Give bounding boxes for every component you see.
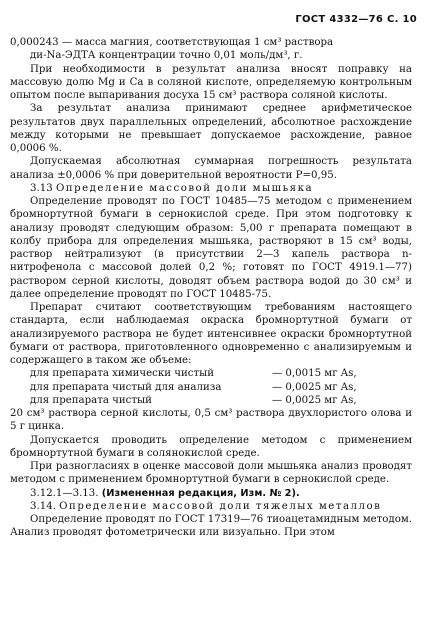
paragraph-arsenic-method: Определение проводят по ГОСТ 10485—75 методом с применением бромнортутной бумаги в сернокислой среде. При этом подготовку к анализу проводят следующим образом: 5,00 г препарата помещают в колбу прибора для определения мышьяка, растворяют в 15 см³ воды, раствор нейтрализуют (в присутствии 2—3 капель раствора n-нитрофенола с массовой долей 0,2 %; готовят по ГОСТ 4919.1—77) раствором серной кислоты, доводят объем раствора водой до 30 см³ и далее определение проводят по ГОСТ 10485-75. [10,196,412,300]
section-heading-3-14 [10,500,412,513]
grade-label: для препарата чистый для анализа [30,381,222,393]
grade-value: — 0,0025 мг As, [272,394,357,406]
section-number: 3.14. [30,500,56,512]
grade-value: — 0,0025 мг As, [272,381,357,393]
amendment-note: (Измененная редакция, Изм. № 2). [101,487,300,499]
paragraph-error: Допускаемая абсолютная суммарная погрешность результата анализа ±0,0006 % при доверительной вероятности P=0,95. [10,156,412,181]
paragraph-alternative: Допускается проводить определение методом с применением бромнортутной бумаги в солянокислой среде. [10,434,412,459]
arsenic-limit-row [10,381,412,394]
paragraph-heavy-metals: Определение проводят по ГОСТ 17319—76 тиоацетамидным методом. Анализ проводят фотометрически или визуально. При этом [10,514,412,539]
grade-value: — 0,0015 мг As, [272,368,357,380]
paragraph-reagents: 20 см³ раствора серной кислоты, 0,5 см³ раствора двухлористого олова и 5 г цинка. [10,408,412,433]
paragraph-arsenic-criteria: Препарат считают соответствующим требованиям настоящего стандарта, если наблюдаемая окраска бромнортутной бумаги от анализируемого раствора не будет интенсивнее окраски бромнортутной бумаги от раствора, приготовленного одновременно с анализируемым и содержащего в таком же объеме: [10,302,412,366]
grade-label: для препарата чистый [30,394,152,406]
section-heading-3-13 [10,182,412,195]
paragraph-magnesium-mass-2: ди-Na-ЭДТА концентрации точно 0,01 моль/дм³, г. [30,50,303,62]
grade-label: для препарата химически чистый [30,368,215,380]
paragraph-disputes: При разногласиях в оценке массовой доли мышьяка анализ проводят методом с применением бромнортутной бумаги в сернокислой среде. [10,461,412,486]
amendment-ref: 3.12.1—3.13. [30,487,99,499]
paragraph-correction: При необходимости в результат анализа вносят поправку на массовую долю Mg и Ca в соляной кислоте, определяемую контрольным опытом после выпаривания досуха 15 см³ раствора соляной кислоты. [10,63,412,101]
section-title: Определение массовой доли тяжелых металлов [59,500,382,512]
document-body [10,36,412,540]
running-header: ГОСТ 4332—76 С. 10 [295,14,417,25]
paragraph-result: За результат анализа принимают среднее арифметическое результатов двух параллельных определений, абсолютное расхождение между которыми не превышает допускаемое расхождение, равное 0,0006 %. [10,103,412,154]
paragraph-magnesium-mass-1: 0,000243 — масса магния, соответствующая 1 см³ раствора [10,37,334,48]
section-title: Определение массовой доли мышьяка [55,182,314,194]
arsenic-limit-row [10,367,412,380]
paragraph-amendment [10,487,412,500]
section-number: 3.13 [30,182,53,194]
arsenic-limit-row [10,394,412,407]
